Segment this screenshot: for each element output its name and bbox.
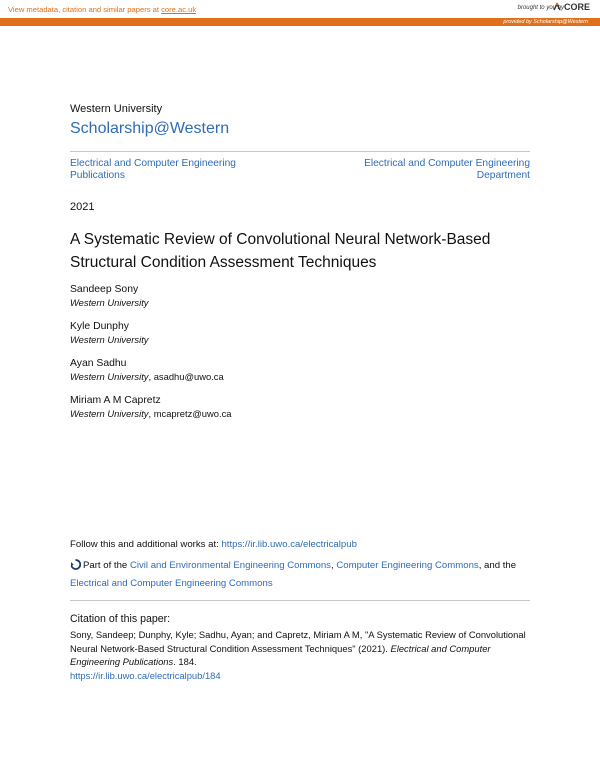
part-of-sep2: , and the <box>478 560 517 571</box>
author-affiliation <box>70 296 530 309</box>
author-name: Kyle Dunphy <box>70 321 129 332</box>
author-affiliation: Western University, mcapretz@uwo.ca <box>70 408 232 419</box>
part-of-prefix: Part of the <box>83 560 130 571</box>
author-email[interactable]: mcapretz@uwo.ca <box>153 408 232 419</box>
follow-line <box>70 539 530 550</box>
commons-link-electrical[interactable]: Electrical and Computer Engineering Commons <box>70 578 273 589</box>
follow-link[interactable]: https://ir.lib.uwo.ca/electricalpub <box>221 539 357 550</box>
divider-top <box>70 151 530 152</box>
affiliation-name: Western University <box>70 297 149 308</box>
author-entry <box>70 357 530 394</box>
part-of-disciplines <box>70 558 530 592</box>
core-logo-icon <box>552 2 562 12</box>
collection-link-publications[interactable]: Electrical and Computer Engineering Publications <box>70 158 236 181</box>
commons-link-civil[interactable]: Civil and Environmental Engineering Commons <box>129 560 331 571</box>
divider-citation <box>70 600 530 601</box>
author-affiliation: Western University, asadhu@uwo.ca <box>70 371 224 382</box>
affiliation-name: Western University <box>70 371 149 382</box>
follow-text: Follow this and additional works at: <box>70 539 222 550</box>
part-of-sep1: , <box>330 560 337 571</box>
author-name: Miriam A M Capretz <box>70 395 161 406</box>
author-entry <box>70 283 530 320</box>
core-logo-text: CORE <box>563 2 590 12</box>
publication-year: 2021 <box>70 201 95 213</box>
paper-title: A Systematic Review of Convolutional Neural Network-Based Structural Condition Assessment Techniques <box>70 231 491 271</box>
author-entry <box>70 320 530 357</box>
core-view-label: View metadata, citation and similar papers at <box>8 5 162 14</box>
citation-journal: Electrical and Computer Engineering Publications <box>70 642 491 667</box>
author-email[interactable]: asadhu@uwo.ca <box>153 371 224 382</box>
author-affiliation <box>70 333 530 346</box>
repository-link[interactable]: Scholarship@Western <box>70 120 230 137</box>
network-icon <box>70 559 81 576</box>
core-banner <box>0 0 600 19</box>
collection-link-department[interactable]: Electrical and Computer Engineering Department <box>364 158 530 181</box>
author-list <box>70 283 530 431</box>
citation-body <box>70 628 540 682</box>
author-entry <box>70 394 530 431</box>
core-view-text <box>8 5 196 14</box>
author-name: Ayan Sadhu <box>70 358 127 369</box>
core-provided-by: provided by Scholarship@Western <box>503 19 588 25</box>
affiliation-name: Western University <box>70 334 149 345</box>
core-logo[interactable] <box>552 2 590 12</box>
citation-url[interactable]: https://ir.lib.uwo.ca/electricalpub/184 <box>70 669 221 681</box>
institution-name: Western University <box>70 103 163 115</box>
affiliation-name: Western University <box>70 408 149 419</box>
core-link[interactable]: core.ac.uk <box>161 5 197 14</box>
citation-number: . 184. <box>173 656 197 667</box>
citation-heading: Citation of this paper: <box>70 613 171 625</box>
author-name: Sandeep Sony <box>70 284 139 295</box>
citation-text: Sony, Sandeep; Dunphy, Kyle; Sadhu, Ayan; and Capretz, Miriam A M, "A Systematic Review of Convolutional Neural Network-Based Structural Condition Assessment Techniques" (2021). <box>70 629 526 654</box>
core-brought-by: brought to you by <box>517 5 564 11</box>
commons-link-computer[interactable]: Computer Engineering Commons <box>336 560 479 571</box>
part-of-line2 <box>70 576 530 592</box>
